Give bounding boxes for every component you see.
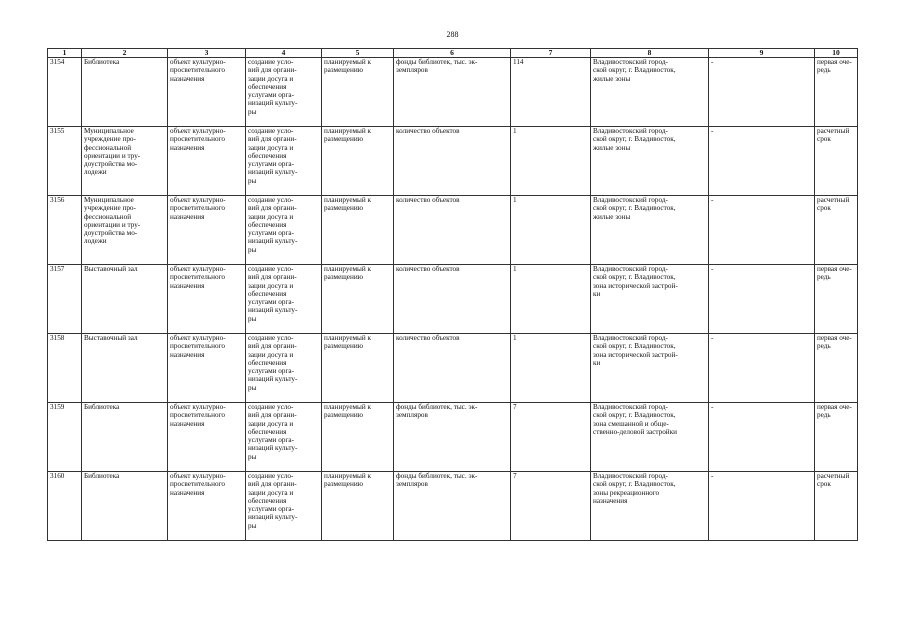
cell-location: Владивостокский город- ской округ, г. Владивосток, зона исторической застрой- ки: [591, 334, 709, 403]
cell-purpose: создание усло- вий для органи- зации досуга и обеспечения услугами орга- низаций культу- ры: [246, 334, 322, 403]
cell-indicator: количество объектов: [394, 127, 511, 196]
cell-value: 1: [511, 196, 591, 265]
cell-status: планируемый к размещению: [322, 334, 394, 403]
cell-purpose: создание усло- вий для органи- зации досуга и обеспечения услугами орга- низаций культу- ры: [246, 127, 322, 196]
cell-value: 7: [511, 403, 591, 472]
table-row: [48, 127, 858, 196]
cell-purpose: создание усло- вий для органи- зации досуга и обеспечения услугами орга- низаций культу- ры: [246, 58, 322, 127]
cell-purpose: создание усло- вий для органи- зации досуга и обеспечения услугами орга- низаций культу- ры: [246, 403, 322, 472]
cell-period: расчетный срок: [815, 127, 858, 196]
cell-name: Библиотека: [82, 472, 168, 541]
cell-period: первая оче- редь: [815, 58, 858, 127]
cell-indicator: фонды библиотек, тыс. эк- земпляров: [394, 403, 511, 472]
cell-location: Владивостокский город- ской округ, г. Владивосток, зона исторической застрой- ки: [591, 265, 709, 334]
cell-num: 3154: [48, 58, 82, 127]
col-header-3: 3: [168, 49, 246, 58]
cell-purpose: создание усло- вий для органи- зации досуга и обеспечения услугами орга- низаций культу- ры: [246, 472, 322, 541]
table-row: [48, 334, 858, 403]
cell-num: 3158: [48, 334, 82, 403]
cell-indicator: количество объектов: [394, 334, 511, 403]
table-row: [48, 472, 858, 541]
cell-status: планируемый к размещению: [322, 265, 394, 334]
cell-location: Владивостокский город- ской округ, г. Владивосток, жилые зоны: [591, 196, 709, 265]
cell-name: Муниципальное учреждение про- фессиональной ориентации и тру- доустройства мо- лодежи: [82, 196, 168, 265]
cell-status: планируемый к размещению: [322, 403, 394, 472]
table-row: [48, 58, 858, 127]
cell-period: первая оче- редь: [815, 403, 858, 472]
cell-name: Библиотека: [82, 58, 168, 127]
cell-col9: -: [709, 58, 815, 127]
cell-col9: -: [709, 334, 815, 403]
cell-type: объект культурно- просветительного назначения: [168, 472, 246, 541]
cell-value: 1: [511, 127, 591, 196]
col-header-10: 10: [815, 49, 858, 58]
cell-value: 114: [511, 58, 591, 127]
cell-num: 3156: [48, 196, 82, 265]
cell-purpose: создание усло- вий для органи- зации досуга и обеспечения услугами орга- низаций культу- ры: [246, 196, 322, 265]
cell-col9: -: [709, 127, 815, 196]
cell-type: объект культурно- просветительного назначения: [168, 265, 246, 334]
cell-type: объект культурно- просветительного назначения: [168, 58, 246, 127]
cell-col9: -: [709, 196, 815, 265]
cell-type: объект культурно- просветительного назначения: [168, 127, 246, 196]
planning-table: [47, 48, 858, 541]
cell-name: Муниципальное учреждение про- фессиональной ориентации и тру- доустройства мо- лодежи: [82, 127, 168, 196]
cell-num: 3159: [48, 403, 82, 472]
cell-value: 1: [511, 334, 591, 403]
cell-indicator: количество объектов: [394, 196, 511, 265]
cell-value: 7: [511, 472, 591, 541]
header-row: [48, 49, 858, 58]
cell-col9: -: [709, 472, 815, 541]
cell-status: планируемый к размещению: [322, 127, 394, 196]
col-header-1: 1: [48, 49, 82, 58]
cell-period: расчетный срок: [815, 472, 858, 541]
table-row: [48, 403, 858, 472]
cell-num: 3160: [48, 472, 82, 541]
cell-indicator: количество объектов: [394, 265, 511, 334]
cell-location: Владивостокский город- ской округ, г. Владивосток, жилые зоны: [591, 127, 709, 196]
cell-period: первая оче- редь: [815, 334, 858, 403]
col-header-5: 5: [322, 49, 394, 58]
cell-status: планируемый к размещению: [322, 58, 394, 127]
cell-location: Владивостокский город- ской округ, г. Владивосток, жилые зоны: [591, 58, 709, 127]
cell-num: 3155: [48, 127, 82, 196]
table-row: [48, 265, 858, 334]
cell-name: Выставочный зал: [82, 334, 168, 403]
cell-num: 3157: [48, 265, 82, 334]
cell-name: Библиотека: [82, 403, 168, 472]
col-header-9: 9: [709, 49, 815, 58]
col-header-6: 6: [394, 49, 511, 58]
cell-purpose: создание усло- вий для органи- зации досуга и обеспечения услугами орга- низаций культу- ры: [246, 265, 322, 334]
col-header-2: 2: [82, 49, 168, 58]
cell-name: Выставочный зал: [82, 265, 168, 334]
page-number: 288: [446, 30, 459, 39]
table-row: [48, 196, 858, 265]
cell-type: объект культурно- просветительного назначения: [168, 403, 246, 472]
col-header-8: 8: [591, 49, 709, 58]
cell-status: планируемый к размещению: [322, 196, 394, 265]
cell-type: объект культурно- просветительного назначения: [168, 196, 246, 265]
cell-location: Владивостокский город- ской округ, г. Владивосток, зоны рекреационного назначения: [591, 472, 709, 541]
cell-col9: -: [709, 265, 815, 334]
cell-period: первая оче- редь: [815, 265, 858, 334]
cell-period: расчетный срок: [815, 196, 858, 265]
cell-indicator: фонды библиотек, тыс. эк- земпляров: [394, 472, 511, 541]
cell-location: Владивостокский город- ской округ, г. Владивосток, зона смешанной и обще- ственно-деловой застройки: [591, 403, 709, 472]
cell-status: планируемый к размещению: [322, 472, 394, 541]
cell-value: 1: [511, 265, 591, 334]
cell-type: объект культурно- просветительного назначения: [168, 334, 246, 403]
col-header-7: 7: [511, 49, 591, 58]
col-header-4: 4: [246, 49, 322, 58]
cell-col9: -: [709, 403, 815, 472]
cell-indicator: фонды библиотек, тыс. эк- земпляров: [394, 58, 511, 127]
